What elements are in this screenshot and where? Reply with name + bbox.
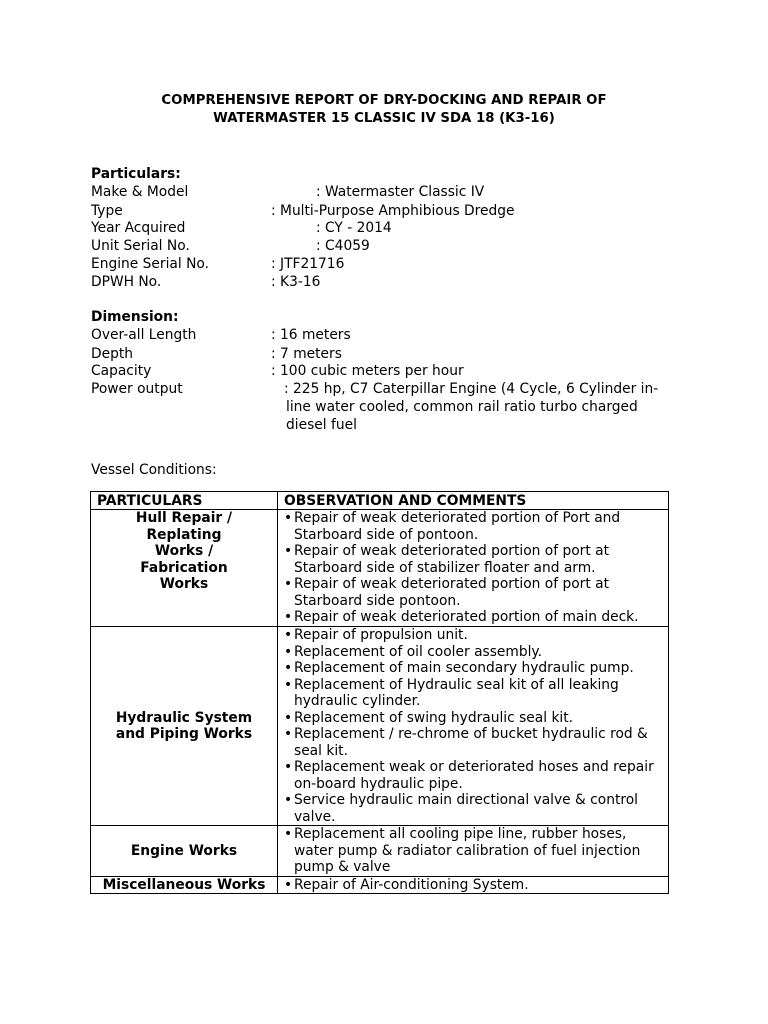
observation-cell — [278, 876, 669, 894]
table-header-row — [91, 492, 669, 510]
list-item: • Replacement of swing hydraulic seal kit. — [284, 710, 668, 727]
row-value: : C4059 — [316, 238, 370, 254]
row-label: Over-all Length — [91, 327, 197, 343]
list-item: • Repair of weak deteriorated portion of Port and Starboard side of pontoon. — [284, 510, 668, 543]
category-cell — [91, 826, 278, 877]
row-value: : 16 meters — [271, 327, 351, 343]
table-row — [91, 627, 669, 826]
category-cell — [91, 627, 278, 826]
row-label: Year Acquired — [91, 220, 186, 236]
vessel-conditions-table — [90, 491, 669, 894]
observation-list — [284, 510, 668, 626]
title-line-2: WATERMASTER 15 CLASSIC IV SDA 18 (K3-16) — [213, 110, 555, 126]
observation-list — [284, 877, 668, 894]
dimension-heading: Dimension: — [91, 309, 179, 325]
row-label: Power output — [91, 381, 183, 397]
category-label: Engine Works — [130, 842, 238, 859]
power-line-1: : 225 hp, C7 Caterpillar Engine (4 Cycle, 6 Cylinder in- — [284, 381, 659, 397]
table-row — [91, 510, 669, 627]
col-header-observation: OBSERVATION AND COMMENTS — [278, 492, 669, 510]
list-item: • Repair of weak deteriorated portion of port at Starboard side pontoon. — [284, 576, 668, 609]
row-label: Capacity — [91, 363, 152, 379]
list-item: • Repair of propulsion unit. — [284, 627, 668, 644]
list-item: • Service hydraulic main directional valve & control valve. — [284, 792, 668, 825]
title-line-1: COMPREHENSIVE REPORT OF DRY-DOCKING AND REPAIR OF — [161, 93, 607, 108]
row-value: : CY - 2014 — [316, 220, 392, 236]
list-item: • Replacement weak or deteriorated hoses and repair on-board hydraulic pipe. — [284, 759, 668, 792]
power-output-value — [284, 380, 658, 434]
list-item: • Repair of weak deteriorated portion of main deck. — [284, 609, 668, 626]
report-title — [0, 92, 768, 127]
particulars-heading: Particulars: — [91, 166, 181, 182]
row-label: Make & Model — [91, 184, 189, 200]
row-value: : 7 meters — [271, 346, 342, 362]
list-item: • Replacement / re-chrome of bucket hydraulic rod & seal kit. — [284, 726, 668, 759]
observation-list — [284, 627, 668, 825]
observation-cell — [278, 826, 669, 877]
table-row — [91, 826, 669, 877]
list-item: • Replacement of Hydraulic seal kit of all leaking hydraulic cylinder. — [284, 677, 668, 710]
power-line-2: line water cooled, common rail ratio turbo charged — [286, 399, 638, 415]
list-item: • Replacement of oil cooler assembly. — [284, 644, 668, 661]
category-label: Hydraulic System and Piping Works — [115, 709, 253, 742]
observation-list — [284, 826, 668, 876]
list-item: • Repair of weak deteriorated portion of port at Starboard side of stabilizer floater and arm. — [284, 543, 668, 576]
row-value: : Multi-Purpose Amphibious Dredge — [271, 203, 515, 219]
row-label: Engine Serial No. — [91, 256, 210, 272]
row-value: : Watermaster Classic IV — [316, 184, 485, 200]
list-item: • Replacement all cooling pipe line, rubber hoses, water pump & radiator calibration of fuel injection pump & valve — [284, 826, 668, 876]
row-value: : K3-16 — [271, 274, 321, 290]
list-item: • Replacement of main secondary hydraulic pump. — [284, 660, 668, 677]
observation-cell — [278, 510, 669, 627]
category-label: Hull Repair / Replating Works / Fabrication Works — [135, 510, 233, 592]
power-line-3: diesel fuel — [286, 417, 357, 433]
observation-cell — [278, 627, 669, 826]
row-value: : 100 cubic meters per hour — [271, 363, 464, 379]
row-label: Depth — [91, 346, 134, 362]
row-label: Unit Serial No. — [91, 238, 190, 254]
col-header-particulars: PARTICULARS — [91, 492, 278, 510]
row-label: Type — [91, 203, 123, 219]
row-value: : JTF21716 — [271, 256, 345, 272]
category-cell — [91, 876, 278, 894]
table-row — [91, 876, 669, 894]
row-label: DPWH No. — [91, 274, 162, 290]
category-label: Miscellaneous Works — [102, 876, 266, 893]
list-item: • Repair of Air-conditioning System. — [284, 877, 668, 894]
vessel-conditions-label: Vessel Conditions: — [91, 462, 217, 478]
category-cell — [91, 510, 278, 627]
